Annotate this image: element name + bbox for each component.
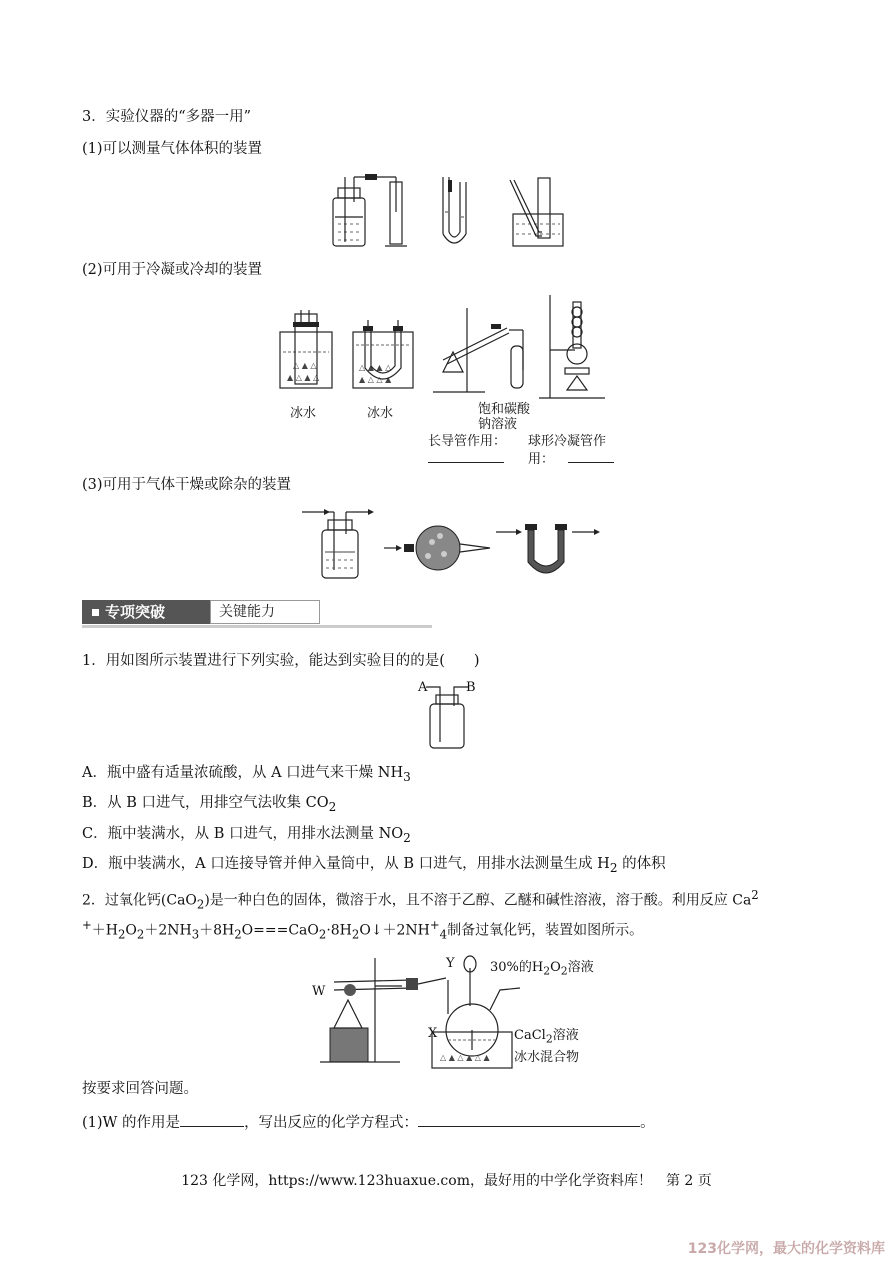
receiving-tube	[511, 346, 523, 388]
answer-blank-long-tube[interactable]	[428, 448, 504, 463]
instruction-text: 按要求回答问题。	[82, 1081, 198, 1097]
gas-wash-bottle	[322, 530, 358, 578]
label-y: Y	[446, 956, 455, 971]
label-port-a: A	[418, 680, 428, 695]
label-h2o2-solution: 30%的$H_2O_2$溶液	[490, 960, 594, 978]
label-ice-water-1: 冰水	[290, 406, 317, 421]
page-footer: 123 化学网，https://www.123huaxue.com，最好用的中学化学资料库！ 第 2 页	[181, 1173, 712, 1189]
ball-condenser	[573, 302, 581, 348]
label-sat-na2co3-1: 饱和碳酸	[478, 402, 531, 417]
paragraph-1: (1)可以测量气体体积的装置	[82, 141, 263, 157]
label-ice-water-mixture: 冰水混合物	[514, 1050, 580, 1065]
svg-text:△ ▲ △: △ ▲ △	[293, 361, 317, 370]
round-flask	[567, 344, 587, 364]
gas-volume-apparatus-figure	[330, 172, 570, 252]
option-a[interactable]: A．瓶中盛有适量浓硫酸，从 A 口进气来干燥 $NH_3$	[82, 765, 411, 784]
answer-blank-ball-condenser[interactable]	[568, 448, 614, 463]
section-banner	[82, 600, 432, 628]
label-port-b: B	[466, 680, 476, 695]
banner-tab-key-ability: 关键能力	[210, 600, 320, 624]
label-w: W	[312, 984, 326, 999]
label-long-tube: 长导管作用：	[428, 434, 507, 449]
label-ball-condenser-1: 球形冷凝管作	[528, 434, 607, 449]
section-title: 3．实验仪器的“多器一用”	[82, 109, 252, 125]
drying-tube-bulb	[416, 526, 460, 570]
question-1-stem: 1．用如图所示装置进行下列实验，能达到实验目的的是( )	[82, 653, 480, 669]
label-cacl2-solution: CaCl$_2$溶液	[514, 1028, 579, 1046]
heating-block	[330, 1028, 368, 1062]
option-c[interactable]: C．瓶中装满水，从 B 口进气，用排水法测量 $NO_2$	[82, 826, 411, 845]
svg-text:△ ▲ ▲ △: △ ▲ ▲ △	[359, 363, 392, 372]
subquestion-1: (1)W 的作用是 ，写出反应的化学方程式： 。	[82, 1112, 655, 1132]
option-d[interactable]: D．瓶中装满水，A 口连接导管并伸入量筒中，从 B 口进气，用排水法测量生成 $H_2$ 的体积	[82, 856, 666, 875]
label-ball-condenser-2: 用：	[528, 452, 555, 467]
option-b[interactable]: B．从 B 口进气，用排空气法收集 $CO_2$	[82, 795, 337, 814]
label-ice-water-2: 冰水	[367, 406, 394, 421]
label-sat-na2co3-2: 钠溶液	[478, 417, 518, 432]
wash-bottle	[333, 198, 365, 246]
answer-blank-equation[interactable]	[418, 1112, 640, 1127]
banner-tab-special: 专项突破	[82, 600, 210, 624]
paragraph-2: (2)可用于冷凝或冷却的装置	[82, 262, 263, 278]
watermark: 123化学网，最大的化学资料库	[687, 1241, 885, 1257]
svg-text:▲ △ ▲ △: ▲ △ ▲ △	[287, 373, 320, 382]
paragraph-3: (3)可用于气体干燥或除杂的装置	[82, 477, 292, 493]
cooling-apparatus-figure	[275, 290, 625, 408]
drying-apparatus-figure	[300, 504, 600, 582]
answer-blank-w-role[interactable]	[180, 1112, 244, 1127]
question-2-line-1: 2．过氧化钙(CaO$_2$)是一种白色的固体，微溶于水，且不溶于乙醇、乙醚和碱性溶液，溶于酸。利用反应 Ca$^2$	[82, 888, 759, 912]
stopper	[338, 188, 360, 198]
u-tube	[528, 530, 564, 573]
question-2-line-2: $^++H_2O_2+2NH_3+8H_2O===CaO_2\cdot 8H_2O↓+2NH^+_4$制备过氧化钙，装置如图所示。	[82, 918, 644, 942]
label-x: X	[428, 1026, 438, 1041]
svg-text:△ ▲ △ ▲ △ ▲: △ ▲ △ ▲ △ ▲	[440, 1053, 490, 1062]
inverted-cylinder	[538, 178, 550, 238]
svg-text:▲ △ △ ▲: ▲ △ △ ▲	[359, 375, 392, 384]
